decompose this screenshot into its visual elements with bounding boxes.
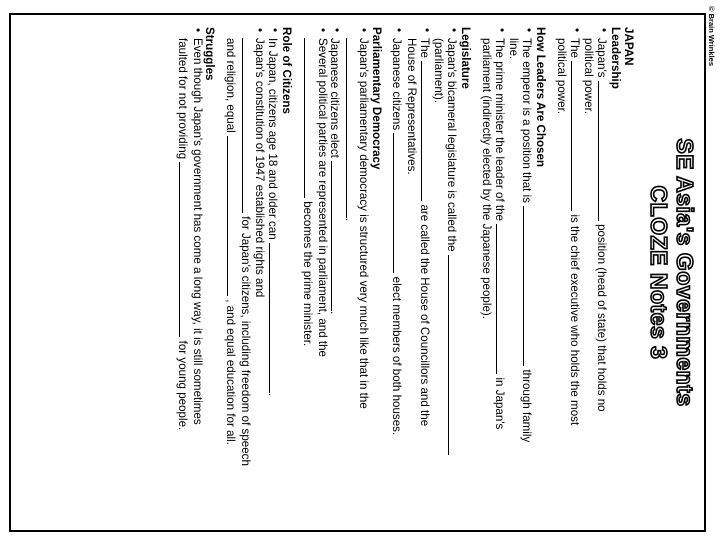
section-heading-how-leaders: How Leaders Are Chosen (534, 27, 548, 168)
fill-in-blank[interactable] (523, 206, 534, 366)
fill-in-blank[interactable] (269, 243, 280, 393)
worksheet-border (9, 13, 706, 532)
list-item: • In Japan, citizens age 18 and older can . (265, 27, 280, 522)
list-item: • Even though Japan's government has come a long way, it is still sometimes faulted for not providing for young people. (176, 27, 203, 522)
section-heading-role-of-citizens: Role of Citizens (280, 27, 294, 114)
page-subtitle: CLOZE Notes 3 (646, 185, 672, 360)
title-block (646, 15, 698, 530)
list-item: • Japanese citizens elect members of both houses. (390, 27, 405, 522)
section-heading-parliamentary-democracy: Parliamentary Democracy (369, 27, 383, 170)
fill-in-blank[interactable] (598, 81, 609, 221)
fill-in-blank[interactable] (421, 61, 432, 201)
copyright-notice: © Brain Wrinkles (707, 6, 716, 66)
fill-in-blank[interactable] (179, 162, 190, 337)
country-heading: JAPAN (622, 27, 635, 66)
section-heading-legislature: Legislature (459, 27, 473, 89)
list-item: • Several political parties are represented in parliament, and the becomes the prime minister. (300, 27, 327, 522)
list-item: • The are called the House of Councillors and the House of Representatives. (405, 27, 432, 522)
list-item: • The prime minister the leader of the in Japan's parliament (indirectly elected by the Japanese people). (479, 27, 506, 522)
list-item: • Japan's position (head of state) that holds no political power. (582, 27, 609, 522)
fill-in-blank[interactable] (331, 161, 342, 311)
list-item: • Japan's constitution of 1947 established rights and for Japan's citizens, including freedom of speech and religion, equal , and equal education for all. (223, 27, 265, 522)
list-item: • Japanese citizens elect . (328, 27, 343, 522)
list-item: • Japan's bicameral legislature is called the (parliament). (432, 27, 459, 522)
fill-in-blank[interactable] (304, 38, 315, 198)
fill-in-blank[interactable] (227, 136, 238, 296)
list-item: • Japan's parliamentary democracy is structured very much like that in the . (342, 27, 369, 522)
fill-in-blank[interactable] (571, 61, 582, 211)
section-heading-struggles: Struggles (203, 27, 217, 81)
fill-in-blank[interactable] (242, 38, 253, 213)
fill-in-blank[interactable] (448, 255, 459, 455)
list-item: • The emperor is a position that is through family line. (507, 27, 534, 522)
fill-in-blank[interactable] (346, 38, 357, 218)
fill-in-blank[interactable] (496, 224, 507, 374)
fill-in-blank[interactable] (394, 133, 405, 273)
notes-content (176, 27, 634, 522)
list-item: • The is the chief executive who holds the most political power. (554, 27, 581, 522)
page-title: SE Asia's Governments (672, 138, 698, 407)
section-heading-leadership: Leadership (609, 27, 623, 89)
